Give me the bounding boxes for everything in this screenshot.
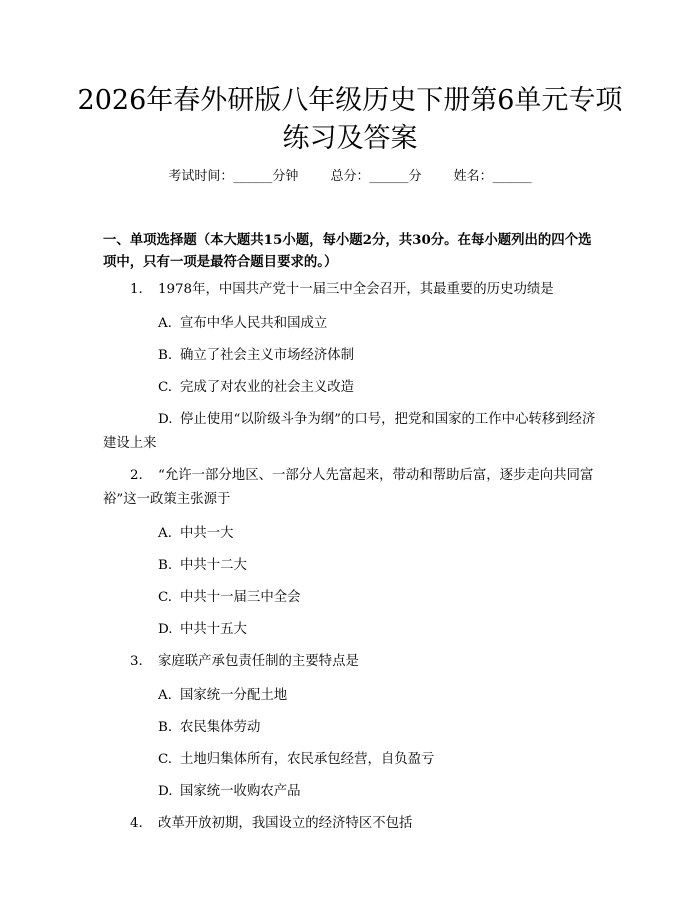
option-d xyxy=(103,780,603,804)
question-stem xyxy=(103,812,603,836)
question-text: 1978年，中国共产党十一届三中全会召开，其最重要的历史功绩是 xyxy=(158,282,554,297)
question-2 xyxy=(103,464,603,642)
option-text: 中共一大 xyxy=(180,526,234,541)
option-c xyxy=(103,586,603,610)
option-c xyxy=(103,376,603,400)
question-text: “允许一部分地区、一部分人先富起来，带动和帮助后富，逐步走向共同富裕”这一政策主张源于 xyxy=(103,468,594,507)
option-d xyxy=(103,618,603,642)
option-text: 完成了对农业的社会主义改造 xyxy=(180,380,355,395)
option-text: 农民集体劳动 xyxy=(180,720,261,735)
option-text: 中共十五大 xyxy=(180,622,247,637)
exam-info-bar xyxy=(0,167,700,187)
option-letter: B. xyxy=(158,720,173,735)
total-score-field: 总分：______分 xyxy=(330,169,422,184)
option-a xyxy=(103,312,603,336)
question-number: 2. xyxy=(130,468,143,483)
question-text: 家庭联产承包责任制的主要特点是 xyxy=(158,654,359,669)
option-letter: D. xyxy=(158,622,173,637)
document-title: 2026年春外研版八年级历史下册第6单元专项练习及答案 xyxy=(77,85,623,154)
option-d xyxy=(103,408,603,456)
question-number: 4. xyxy=(130,816,143,831)
question-1 xyxy=(103,278,603,456)
question-number: 1. xyxy=(130,282,143,297)
option-c xyxy=(103,748,603,772)
option-letter: B. xyxy=(158,558,173,573)
option-letter: D. xyxy=(158,784,173,799)
exam-time-field: 考试时间：______分钟 xyxy=(168,169,299,184)
question-3 xyxy=(103,650,603,804)
question-4 xyxy=(103,812,603,836)
option-letter: A. xyxy=(158,526,172,541)
option-b xyxy=(103,554,603,578)
option-a xyxy=(103,522,603,546)
option-letter: D. xyxy=(158,412,173,427)
option-letter: C. xyxy=(158,380,173,395)
question-stem xyxy=(103,650,603,674)
option-a xyxy=(103,684,603,708)
option-letter: A. xyxy=(158,316,172,331)
option-letter: C. xyxy=(158,590,173,605)
option-text: 国家统一分配土地 xyxy=(180,688,288,703)
option-letter: C. xyxy=(158,752,173,767)
option-text: 中共十二大 xyxy=(180,558,247,573)
question-stem xyxy=(103,464,603,512)
question-number: 3. xyxy=(130,654,143,669)
option-text: 宣布中华人民共和国成立 xyxy=(180,316,328,331)
option-text: 确立了社会主义市场经济体制 xyxy=(180,348,355,363)
question-list xyxy=(103,278,603,846)
option-text: 土地归集体所有，农民承包经营，自负盈亏 xyxy=(180,752,435,767)
section-heading: 一、单项选择题（本大题共15小题，每小题2分，共30分。在每小题列出的四个选项中，只有一项是最符合题目要求的。） xyxy=(103,232,592,270)
option-text: 国家统一收购农产品 xyxy=(180,784,301,799)
question-text: 改革开放初期，我国设立的经济特区不包括 xyxy=(158,816,413,831)
option-letter: B. xyxy=(158,348,173,363)
question-stem xyxy=(103,278,603,302)
option-b xyxy=(103,344,603,368)
option-letter: A. xyxy=(158,688,172,703)
option-text: 中共十一届三中全会 xyxy=(180,590,301,605)
option-text: 停止使用“以阶级斗争为纲”的口号，把党和国家的工作中心转移到经济建设上来 xyxy=(103,412,596,451)
option-b xyxy=(103,716,603,740)
student-name-field: 姓名：______ xyxy=(453,169,532,184)
